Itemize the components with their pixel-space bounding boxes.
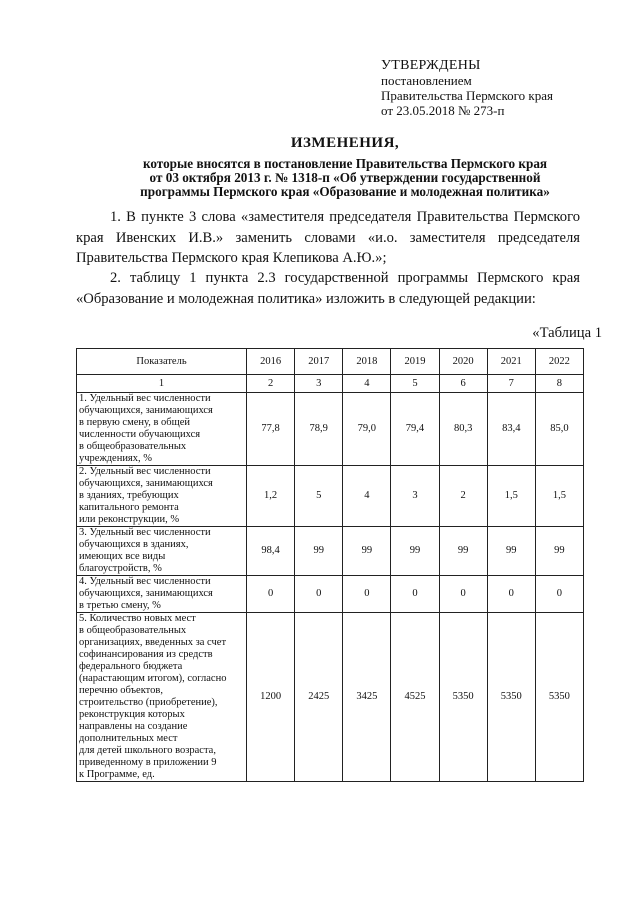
value-cell: 0 <box>343 576 391 613</box>
value-cell: 4525 <box>391 613 439 782</box>
value-cell: 80,3 <box>439 393 487 466</box>
value-cell: 0 <box>295 576 343 613</box>
value-cell: 98,4 <box>247 527 295 576</box>
value-cell: 99 <box>295 527 343 576</box>
table-row <box>77 576 584 613</box>
approval-line-3: от 23.05.2018 № 273-п <box>381 103 505 118</box>
header-indicator: Показатель <box>77 349 247 375</box>
column-number: 1 <box>77 375 247 393</box>
value-cell: 0 <box>487 576 535 613</box>
column-number: 8 <box>535 375 583 393</box>
value-cell: 1,5 <box>487 466 535 527</box>
document-title: ИЗМЕНЕНИЯ, <box>290 135 400 151</box>
table-row <box>77 613 584 782</box>
table-header-row <box>77 349 584 375</box>
value-cell: 1200 <box>247 613 295 782</box>
subtitle-line-2: от 03 октября 2013 г. № 1318-п «Об утверждении государственной <box>149 170 541 185</box>
table-caption: «Таблица 1 <box>532 325 602 341</box>
value-cell: 99 <box>535 527 583 576</box>
value-cell: 83,4 <box>487 393 535 466</box>
table-row <box>77 527 584 576</box>
value-cell: 79,4 <box>391 393 439 466</box>
column-number-row <box>77 375 584 393</box>
value-cell: 0 <box>391 576 439 613</box>
value-cell: 0 <box>247 576 295 613</box>
indicators-table <box>76 348 584 782</box>
table-row <box>77 466 584 527</box>
subtitle-line-1: которые вносятся в постановление Правительства Пермского края <box>142 156 548 171</box>
column-number: 2 <box>247 375 295 393</box>
indicator-cell: 2. Удельный вес численности обучающихся, занимающихся в зданиях, требующих капитального ремонта или реконструкции, % <box>77 466 247 527</box>
value-cell: 5350 <box>439 613 487 782</box>
header-year: 2019 <box>391 349 439 375</box>
value-cell: 2425 <box>295 613 343 782</box>
value-cell: 99 <box>343 527 391 576</box>
value-cell: 0 <box>439 576 487 613</box>
document-subtitle <box>60 157 630 199</box>
column-number: 6 <box>439 375 487 393</box>
value-cell: 4 <box>343 466 391 527</box>
value-cell: 1,2 <box>247 466 295 527</box>
value-cell: 99 <box>391 527 439 576</box>
value-cell: 99 <box>487 527 535 576</box>
approval-block <box>381 58 621 118</box>
approval-stamp-title: УТВЕРЖДЕНЫ <box>381 58 481 73</box>
column-number: 4 <box>343 375 391 393</box>
value-cell: 78,9 <box>295 393 343 466</box>
table-row <box>77 393 584 466</box>
value-cell: 3425 <box>343 613 391 782</box>
indicator-cell: 5. Количество новых мест в общеобразовательных организациях, введенных за счет софинансирования из средств федерального бюджета (нарастающим итогом), согласно перечню объектов, строительство (приобретение), реконструкция которых направлены на создание дополнительных мест для детей школьного возраста, приведенному в приложении 9 к Программе, ед. <box>77 613 247 782</box>
approval-line-2: Правительства Пермского края <box>381 88 553 103</box>
indicator-cell: 1. Удельный вес численности обучающихся, занимающихся в первую смену, в общей численности обучающихся в общеобразовательных учреждениях, % <box>77 393 247 466</box>
header-year: 2020 <box>439 349 487 375</box>
indicator-cell: 4. Удельный вес численности обучающихся, занимающихся в третью смену, % <box>77 576 247 613</box>
header-year: 2017 <box>295 349 343 375</box>
paragraph-2 <box>76 268 580 309</box>
subtitle-line-3: программы Пермского края «Образование и молодежная политика» <box>140 184 550 199</box>
value-cell: 5350 <box>487 613 535 782</box>
value-cell: 1,5 <box>535 466 583 527</box>
column-number: 3 <box>295 375 343 393</box>
value-cell: 85,0 <box>535 393 583 466</box>
value-cell: 3 <box>391 466 439 527</box>
paragraph-2-text: 2. таблицу 1 пункта 2.3 государственной программы Пермского края «Образование и молодежная политика» изложить в следующей редакции: <box>76 270 580 307</box>
value-cell: 99 <box>439 527 487 576</box>
approval-line-1: постановлением <box>381 73 472 88</box>
value-cell: 5 <box>295 466 343 527</box>
value-cell: 0 <box>535 576 583 613</box>
header-year: 2022 <box>535 349 583 375</box>
value-cell: 79,0 <box>343 393 391 466</box>
indicator-cell: 3. Удельный вес численности обучающихся в зданиях, имеющих все виды благоустройств, % <box>77 527 247 576</box>
column-number: 7 <box>487 375 535 393</box>
value-cell: 5350 <box>535 613 583 782</box>
column-number: 5 <box>391 375 439 393</box>
header-year: 2021 <box>487 349 535 375</box>
document-heading <box>60 134 630 199</box>
header-year: 2016 <box>247 349 295 375</box>
value-cell: 2 <box>439 466 487 527</box>
paragraph-1 <box>76 207 580 269</box>
paragraph-1-text: 1. В пункте 3 слова «заместителя председателя Правительства Пермского края Ивенских И.В.» заменить словами «и.о. заместителя председателя Правительства Пермского края Клепикова А.Ю.»; <box>76 209 580 266</box>
value-cell: 77,8 <box>247 393 295 466</box>
header-year: 2018 <box>343 349 391 375</box>
